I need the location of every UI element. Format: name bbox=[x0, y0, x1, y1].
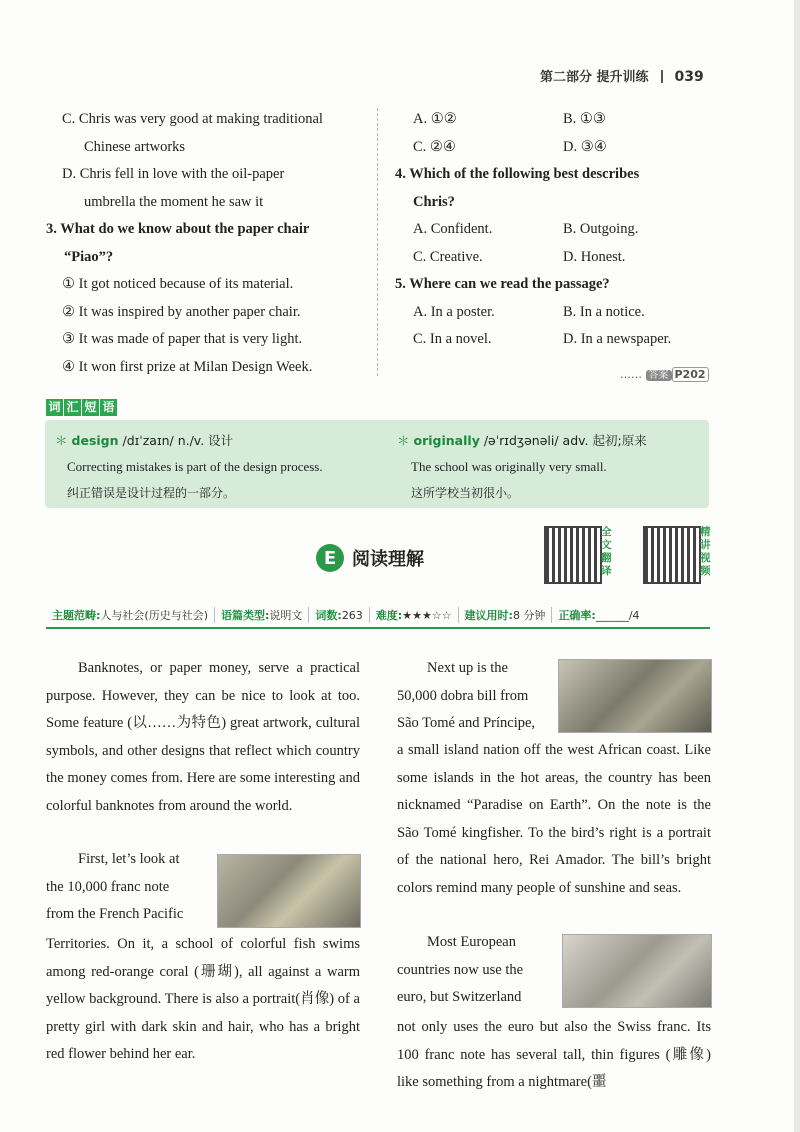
answer-dots: …… bbox=[620, 368, 642, 381]
banknote-50000-dobra-image bbox=[558, 659, 712, 733]
info-key: 难度: bbox=[375, 609, 403, 622]
page-number: 039 bbox=[674, 69, 704, 85]
info-key: 词数: bbox=[315, 609, 342, 622]
column-divider bbox=[377, 108, 378, 376]
q2-option-d-cont: umbrella the moment he saw it bbox=[84, 193, 264, 210]
q2-option-c: C. Chris was very good at making traditional bbox=[62, 111, 323, 127]
q4-choice-c: C. Creative. bbox=[413, 248, 483, 265]
vocab-word: originally bbox=[413, 433, 480, 448]
section-letter: E bbox=[316, 544, 344, 572]
info-value: 8 分钟 bbox=[512, 609, 546, 622]
qr-label-char: 讲 bbox=[700, 539, 711, 551]
page-edge bbox=[794, 0, 800, 1132]
header-divider bbox=[661, 70, 663, 83]
info-value: ______/4 bbox=[595, 609, 640, 622]
passage-line: from the French Pacific bbox=[46, 906, 184, 922]
info-theme bbox=[46, 607, 215, 623]
passage-paragraph-4-start bbox=[397, 929, 555, 1012]
vocab-definition: /əˈrɪdʒənəli/ adv. 起初;原来 bbox=[483, 433, 647, 448]
q3-choice-c: C. ②④ bbox=[413, 138, 456, 155]
vocab-title-char: 汇 bbox=[64, 399, 81, 416]
info-type bbox=[215, 607, 309, 623]
info-accuracy bbox=[552, 607, 645, 623]
q3-choice-d: D. ③④ bbox=[563, 138, 607, 155]
passage-line: euro, but Switzerland bbox=[397, 989, 522, 1005]
q3-statement-1: ① It got noticed because of its material. bbox=[62, 276, 294, 292]
vocab-entry-design bbox=[55, 428, 375, 506]
question-4-cont: Chris? bbox=[413, 193, 455, 210]
info-value: 人与社会(历史与社会) bbox=[100, 609, 208, 622]
qr-label-char: 翻 bbox=[601, 552, 612, 564]
info-value: 说明文 bbox=[269, 609, 303, 622]
vocab-title-char: 短 bbox=[82, 399, 99, 416]
section-title: 阅读理解 bbox=[352, 549, 424, 570]
question-5: 5. Where can we read the passage? bbox=[395, 276, 610, 292]
qr-label-translation bbox=[601, 526, 613, 578]
info-time bbox=[459, 607, 553, 623]
qr-label-char: 译 bbox=[601, 565, 612, 577]
vocab-title-char: 词 bbox=[46, 399, 63, 416]
vocab-box bbox=[45, 420, 709, 508]
vocab-translation: 纠正错误是设计过程的一部分。 bbox=[67, 486, 236, 500]
q4-choice-d: D. Honest. bbox=[563, 248, 626, 265]
q3-choice-b: B. ①③ bbox=[563, 111, 606, 127]
bullet-icon: ＊ bbox=[397, 433, 410, 448]
answer-tag: 答案 bbox=[646, 370, 672, 381]
info-value: ★★★☆☆ bbox=[402, 609, 452, 622]
vocab-title bbox=[46, 399, 117, 416]
banknote-100-swiss-franc-image bbox=[562, 934, 712, 1008]
passage-paragraph-2-start bbox=[46, 846, 214, 929]
q3-statement-4: ④ It won first prize at Milan Design Week. bbox=[62, 358, 313, 375]
vocab-translation: 这所学校当初很小。 bbox=[411, 486, 520, 500]
passage-line: First, let’s look at bbox=[78, 851, 180, 867]
info-bar bbox=[46, 603, 710, 629]
q2-option-c-cont: Chinese artworks bbox=[84, 138, 186, 155]
section-heading bbox=[316, 544, 424, 572]
qr-code-video[interactable] bbox=[643, 526, 701, 584]
q3-choice-a: A. ①② bbox=[413, 111, 457, 127]
vocab-word: design bbox=[71, 433, 119, 448]
question-4: 4. Which of the following best describes bbox=[395, 166, 640, 182]
vocab-example: The school was originally very small. bbox=[411, 459, 607, 474]
info-words bbox=[309, 607, 369, 623]
q3-statement-2: ② It was inspired by another paper chair. bbox=[62, 303, 301, 320]
passage-line: 50,000 dobra bill from bbox=[397, 687, 529, 704]
vocab-title-char: 语 bbox=[100, 399, 117, 416]
banknote-10000-franc-image bbox=[217, 854, 361, 928]
info-key: 建议用时: bbox=[464, 609, 513, 622]
qr-code-translation[interactable] bbox=[544, 526, 602, 584]
qr-label-char: 全 bbox=[601, 526, 612, 538]
qr-label-char: 精 bbox=[700, 526, 711, 538]
passage-line: São Tomé and Príncipe, bbox=[397, 715, 536, 731]
q5-choice-b: B. In a notice. bbox=[563, 303, 645, 320]
passage-paragraph-1: Banknotes, or paper money, serve a practical purpose. However, they can be nice to look at too. Some feature (以……为特色) great artwork, cultural symbols, and other designs that reflect which country the money comes from. Here are some interesting and colorful banknotes from around the world. bbox=[46, 660, 360, 814]
qr-label-video bbox=[700, 526, 712, 578]
vocab-entry-originally bbox=[397, 428, 707, 506]
vocab-definition: /dɪˈzaɪn/ n./v. 设计 bbox=[122, 433, 234, 448]
question-3: 3. What do we know about the paper chair bbox=[46, 221, 310, 237]
q2-option-d: D. Chris fell in love with the oil-paper bbox=[62, 166, 285, 182]
question-3-cont: “Piao”? bbox=[64, 248, 114, 265]
q3-statement-3: ③ It was made of paper that is very light. bbox=[62, 331, 303, 347]
info-value: 263 bbox=[341, 609, 363, 622]
page-header bbox=[540, 66, 704, 85]
left-question-column bbox=[46, 106, 366, 381]
qr-label-char: 文 bbox=[601, 539, 612, 551]
vocab-example: Correcting mistakes is part of the design process. bbox=[67, 459, 323, 474]
qr-label-char: 视 bbox=[700, 552, 711, 564]
answer-reference bbox=[620, 366, 709, 381]
info-difficulty bbox=[370, 607, 459, 623]
section-label: 第二部分 提升训练 bbox=[540, 70, 649, 85]
q5-choice-a: A. In a poster. bbox=[413, 303, 495, 320]
q5-choice-c: C. In a novel. bbox=[413, 331, 492, 347]
info-key: 正确率: bbox=[558, 609, 596, 622]
passage-paragraph-2-end: Territories. On it, a school of colorful fish swims among red-orange coral (珊瑚), all against a warm yellow background. There is also a portrait(肖像) of a pretty girl with dark skin and hair, who has a bright red flower behind her ear. bbox=[46, 936, 360, 1062]
passage-line: countries now use the bbox=[397, 961, 524, 978]
passage-line: Next up is the bbox=[427, 660, 508, 676]
passage-line: the 10,000 franc note bbox=[46, 878, 170, 895]
q4-choice-a: A. Confident. bbox=[413, 221, 493, 237]
qr-label-char: 频 bbox=[700, 565, 711, 577]
passage-paragraph-3-end: a small island nation off the west African coast. Like some islands in the hot areas, the country has been nicknamed “Paradise on Earth”. On the note is the São Tomé kingfisher. To the bird’s right is a portrait of the national hero, Rei Amador. The bill’s bright colors remind many people of sunshine and seas. bbox=[397, 742, 711, 896]
answer-page: P202 bbox=[672, 367, 709, 382]
info-key: 语篇类型: bbox=[221, 609, 270, 622]
q5-choice-d: D. In a newspaper. bbox=[563, 331, 672, 347]
q4-choice-b: B. Outgoing. bbox=[563, 221, 639, 237]
info-key: 主题范畴: bbox=[52, 609, 101, 622]
passage-paragraph-4-end: not only uses the euro but also the Swiss franc. Its 100 franc note has several tall, thin figures (雕像) like something from a nightmare(噩 bbox=[397, 1019, 711, 1090]
passage-paragraph-3-start bbox=[397, 655, 555, 738]
passage-line: Most European bbox=[427, 934, 516, 950]
right-question-column bbox=[395, 106, 715, 354]
bullet-icon: ＊ bbox=[55, 433, 68, 448]
